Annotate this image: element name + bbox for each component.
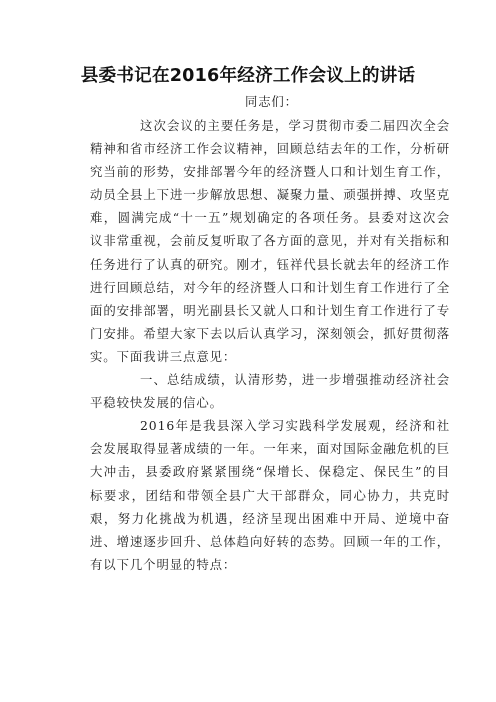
- paragraph-intro: 这次会议的主要任务是，学习贯彻市委二届四次全会精神和省市经济工作会议精神，回顾总结去年的工作，分析研究当前的形势，安排部署今年的经济暨人口和计划生育工作，动员全县上下进一步解放思想、凝聚力量、顽强拼搏、攻坚克难，圆满完成“十一五”规划确定的各项任务。县委对这次会议非常重视，会前反复听取了各方面的意见，并对有关指标和任务进行了认真的研究。刚才，钰祥代县长就去年的经济工作进行回顾总结，对今年的经济暨人口和计划生育工作进行了全面的安排部署，明光副县长又就人口和计划生育工作进行了专门安排。希望大家下去以后认真学习，深刻领会，抓好贯彻落实。下面我讲三点意见：: [90, 118, 450, 364]
- salutation: 同志们：: [245, 94, 298, 109]
- document-body: [90, 114, 450, 576]
- paragraph-review: 2016年是我县深入学习实践科学发展观，经济和社会发展取得显著成绩的一年。一年来，面对国际金融危机的巨大冲击，县委政府紧紧围绕“保增长、保稳定、保民生”的目标要求，团结和带领全县广大干部群众，同心协力，共克时艰，努力化挑战为机遇，经济呈现出困难中开局、逆境中奋进、增速逐步回升、总体趋向好转的态势。回顾一年的工作，有以下几个明显的特点：: [90, 418, 450, 572]
- paragraph-section-heading: 一、总结成绩，认清形势，进一步增强推动经济社会平稳较快发展的信心。: [90, 372, 450, 411]
- document-title: 县委书记在2016年经济工作会议上的讲话: [80, 66, 416, 86]
